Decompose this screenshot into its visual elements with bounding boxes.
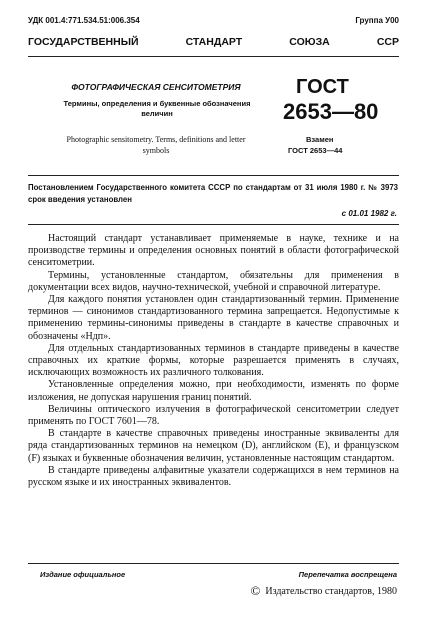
subtitle-russian: Термины, определения и буквенные обозначения величин bbox=[63, 99, 251, 118]
official-edition-label: Издание официальное bbox=[40, 570, 126, 579]
footer-divider bbox=[28, 563, 399, 564]
paragraph: Для каждого понятия установлен один стандартизованный термин. Применение терминов — синонимов стандартизованного термина запрещается. Недопустимые к применению термины-синонимы приведены в стандарте в качестве справочных и обозначены «Ндп». bbox=[28, 294, 399, 342]
paragraph: В стандарте приведены алфавитные указатели содержащихся в нем терминов на русском языке и их иностранных эквивалентов. bbox=[28, 464, 399, 489]
reprint-prohibited-label: Перепечатка воспрещена bbox=[298, 570, 397, 579]
paragraph: Настоящий стандарт устанавливает применяемые в науке, технике и на производстве термины и определения основных понятий в области фотографической сенситометрии. bbox=[28, 233, 399, 269]
header-word: СОЮЗА bbox=[289, 36, 330, 48]
title-russian: ФОТОГРАФИЧЕСКАЯ СЕНСИТОМЕТРИЯ bbox=[71, 82, 241, 92]
replaces-label: Взамен bbox=[306, 135, 334, 144]
title-english: Photographic sensitometry. Terms, definitions and letter symbols bbox=[66, 135, 246, 155]
paragraph: Термины, установленные стандартом, обязательны для применения в документации всех видов, научно-технической, учебной и справочной литературе. bbox=[28, 269, 399, 293]
header-word: СТАНДАРТ bbox=[185, 36, 243, 48]
header-word: ССР bbox=[376, 36, 399, 48]
copyright-text: Издательство стандартов, 1980 bbox=[265, 585, 397, 597]
paragraph: Для отдельных стандартизованных терминов в стандарте приведены в качестве справочных их краткие формы, которые разрешается применять в случаях, исключающих возможность их различного толкования. bbox=[28, 342, 399, 379]
effective-date: с 01.01 1982 г. bbox=[341, 209, 397, 218]
copyright-line bbox=[250, 583, 397, 599]
header-divider bbox=[28, 56, 399, 57]
udk-code: УДК 001.4:771.534.51:006.354 bbox=[28, 16, 140, 25]
gost-label: ГОСТ bbox=[296, 76, 349, 98]
copyright-icon: © bbox=[250, 583, 261, 598]
replaces-number: ГОСТ 2653—44 bbox=[288, 146, 343, 155]
gost-number: 2653—80 bbox=[283, 99, 379, 124]
decree-text: Постановлением Государственного комитета СССР по стандартам от 31 июля 1980 г. № 3973 срок введения установлен bbox=[28, 183, 398, 204]
paragraph: Величины оптического излучения в фотографической сенситометрии следует применять по ГОСТ 7601—78. bbox=[28, 403, 399, 428]
decree-divider bbox=[28, 224, 399, 225]
state-standard-header bbox=[28, 36, 399, 48]
paragraph: Установленные определения можно, при необходимости, изменять по форме изложения, не допуская нарушения границ понятий. bbox=[28, 379, 399, 403]
paragraph: В стандарте в качестве справочных приведены иностранные эквиваленты для ряда стандартизованных терминов на немецком (D), английском (E), и французском (F) языках и буквенные обозначения величин, установленные настоящим стандартом. bbox=[28, 428, 399, 464]
body-text bbox=[28, 233, 399, 489]
group-code: Группа У00 bbox=[355, 16, 399, 25]
title-divider bbox=[28, 175, 399, 176]
header-word: ГОСУДАРСТВЕННЫЙ bbox=[28, 36, 139, 48]
